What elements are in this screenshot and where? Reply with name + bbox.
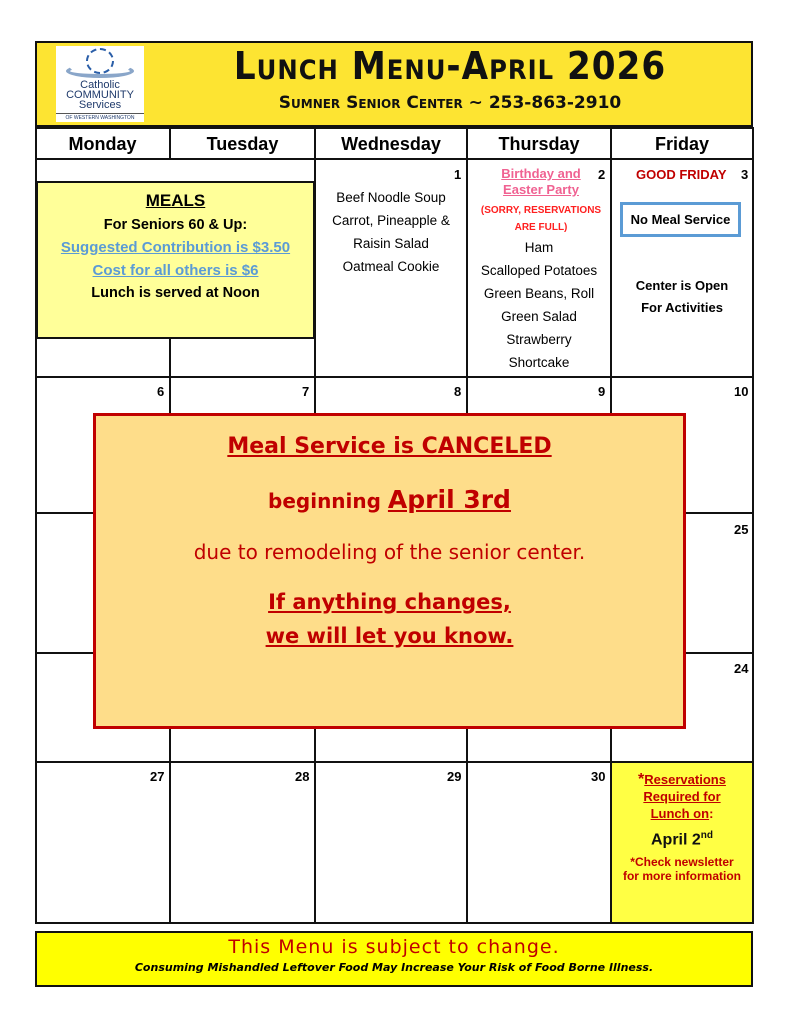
no-meal-service-badge: No Meal Service <box>620 202 741 237</box>
day-header-thursday: Thursday <box>498 134 580 154</box>
ccs-logo <box>56 46 144 122</box>
logo-text: COMMUNITY <box>66 89 134 101</box>
menu-item: Green Beans, Roll <box>483 286 595 301</box>
notice-text: we will let you know. <box>265 624 514 648</box>
cancellation-notice <box>93 413 686 729</box>
day-header-friday: Friday <box>654 134 710 154</box>
note-line: For Activities <box>641 300 723 315</box>
day-header-tuesday: Tuesday <box>206 134 279 154</box>
logo-text: Catholic <box>80 79 120 91</box>
menu-item: Oatmeal Cookie <box>342 259 440 274</box>
event-title: Birthday and Easter Party <box>501 166 581 197</box>
cost-text: Cost for all others is $6 <box>92 262 259 279</box>
logo-text: OF WESTERN WASHINGTON <box>56 113 144 121</box>
menu-item: Raisin Salad <box>353 236 429 251</box>
meals-line: Lunch is served at Noon <box>91 285 260 301</box>
note-line: Required for <box>643 789 721 804</box>
note-line: Center is Open <box>635 278 729 293</box>
date-number: 2 <box>598 167 606 182</box>
meals-title: MEALS <box>145 191 206 210</box>
date-number: 9 <box>598 384 606 399</box>
menu-item: Strawberry <box>506 332 572 347</box>
note-line: for more information <box>622 869 741 884</box>
note-line: *Check newsletter <box>630 855 734 870</box>
menu-item: Ham <box>524 240 554 255</box>
menu-item: Shortcake <box>508 355 570 370</box>
date-number: 6 <box>157 384 165 399</box>
menu-item: Carrot, Pineapple & <box>332 213 450 228</box>
date-number: 7 <box>302 384 310 399</box>
day-header-wednesday: Wednesday <box>341 134 441 154</box>
day-header-monday: Monday <box>68 134 137 154</box>
notice-text: If anything changes, <box>268 590 511 614</box>
reservations-note <box>612 763 752 922</box>
reservation-date: April 2 <box>650 831 701 849</box>
date-number: 24 <box>734 661 749 676</box>
date-number: 27 <box>150 769 165 784</box>
menu-wed-1 <box>316 186 466 278</box>
notice-text: due to remodeling of the senior center. <box>193 540 586 564</box>
divider <box>35 158 754 160</box>
food-safety-warning: Consuming Mishandled Leftover Food May Increase Your Risk of Food Borne Illness. <box>134 961 654 974</box>
date-number: 29 <box>447 769 462 784</box>
date-number: 3 <box>741 167 749 182</box>
date-number: 28 <box>295 769 310 784</box>
page-subtitle: Sumner Senior Center ~ 253-863-2910 <box>278 93 622 113</box>
date-number: 30 <box>591 769 606 784</box>
page-title: Lunch Menu-April 2026 <box>233 44 667 88</box>
holiday-label: GOOD FRIDAY <box>636 167 727 182</box>
menu-item: Green Salad <box>501 309 577 324</box>
footer-banner <box>35 931 753 987</box>
contribution-text: Suggested Contribution is $3.50 <box>60 239 291 256</box>
date-number: 25 <box>734 522 749 537</box>
meals-line: For Seniors 60 & Up: <box>103 217 248 233</box>
divider <box>35 376 754 378</box>
note-line: Lunch on <box>650 806 710 821</box>
notice-text: beginning <box>268 489 388 513</box>
logo-ring-icon <box>66 64 134 78</box>
notice-heading: Meal Service is CANCELED <box>227 434 552 459</box>
ordinal-suffix: nd <box>700 830 713 841</box>
logo-text: Services <box>78 99 122 111</box>
notice-date: April 3rd <box>387 485 511 514</box>
note-line: Reservations <box>644 772 726 787</box>
meals-info-box <box>36 181 315 339</box>
menu-item: Scalloped Potatoes <box>480 263 598 278</box>
menu-thu-2 <box>468 236 610 374</box>
colon: : <box>709 806 714 821</box>
asterisk: * <box>638 771 645 788</box>
date-number: 1 <box>454 167 462 182</box>
footer-disclaimer: This Menu is subject to change. <box>228 936 560 958</box>
menu-item: Beef Noodle Soup <box>336 190 446 205</box>
date-number: 10 <box>734 384 749 399</box>
date-number: 8 <box>454 384 462 399</box>
reservations-full-note: (SORRY, RESERVATIONS ARE FULL) <box>480 205 602 233</box>
center-open-note <box>612 275 752 319</box>
